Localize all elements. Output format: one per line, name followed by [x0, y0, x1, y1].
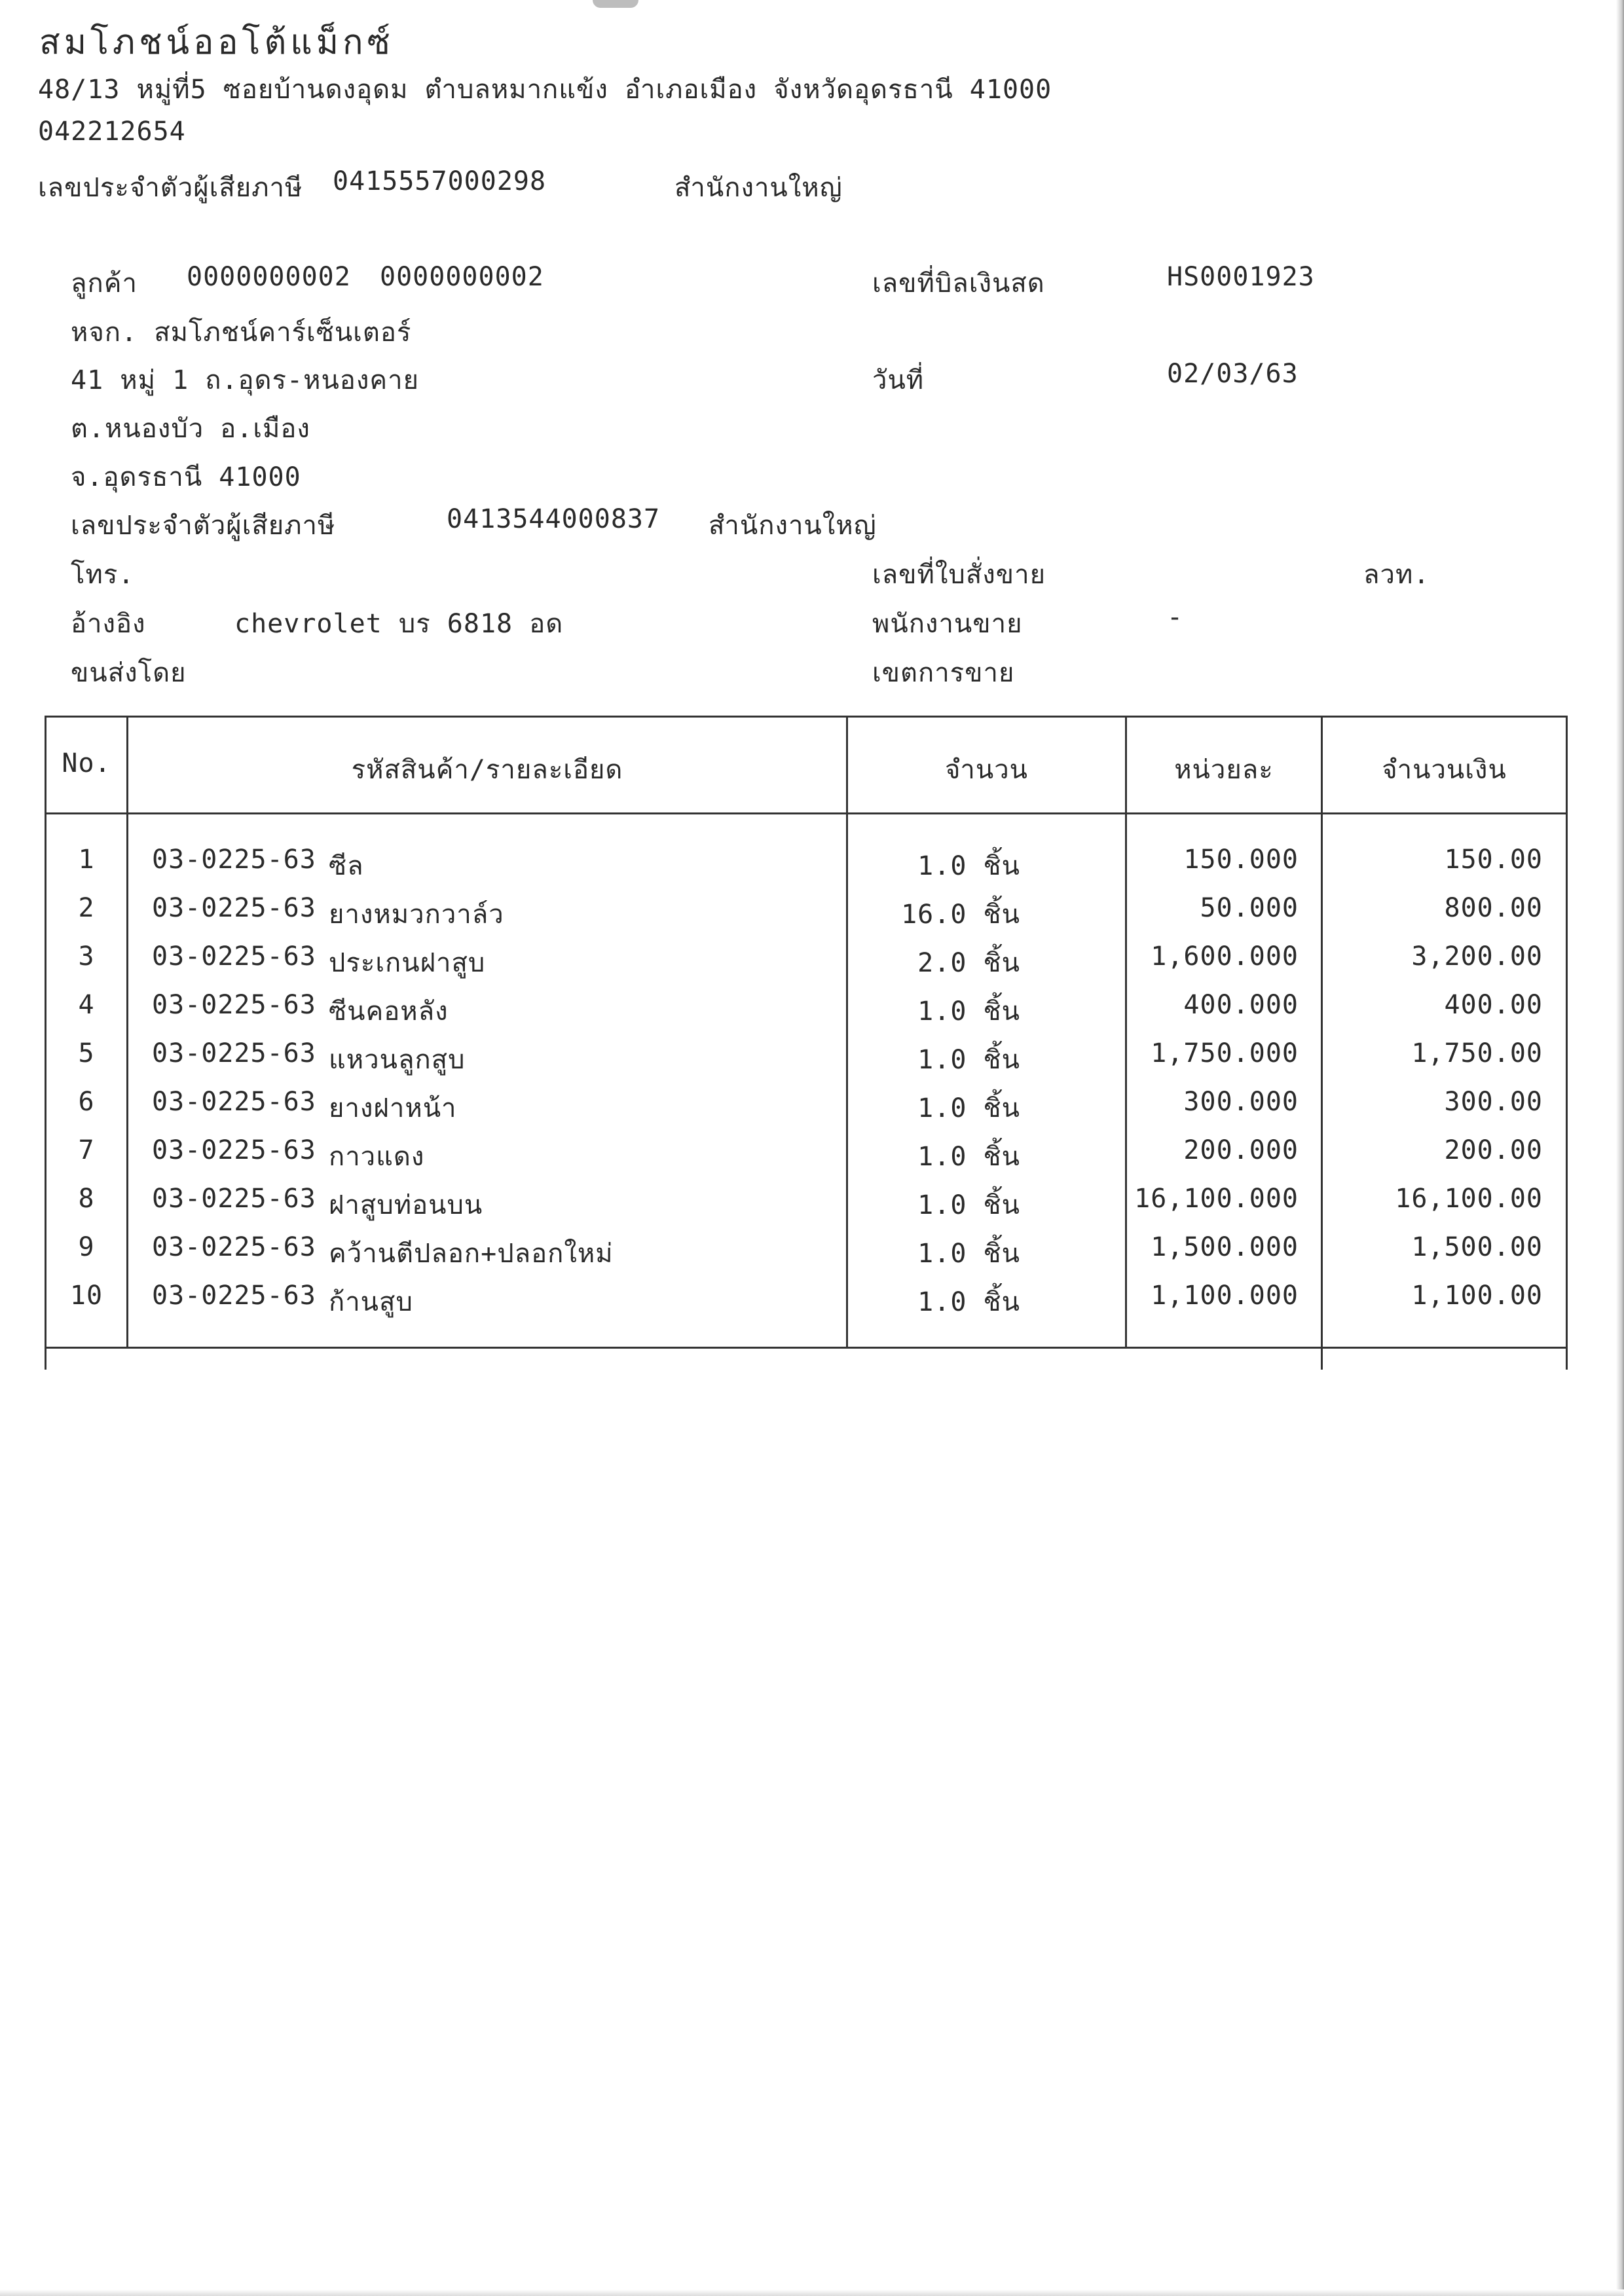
row-unit-price: 400.000	[1183, 990, 1299, 1020]
row-no: 10	[69, 1281, 103, 1311]
row-no: 3	[78, 941, 95, 972]
table-row	[0, 941, 1624, 990]
bill-sales-label: พนักงานขาย	[872, 609, 1023, 639]
header-amount: จำนวนเงิน	[1382, 755, 1507, 785]
row-amount: 400.00	[1444, 990, 1543, 1020]
scan-mark	[593, 0, 638, 8]
row-desc: ก้านสูบ	[329, 1287, 413, 1317]
table-row	[0, 1135, 1624, 1184]
row-no: 1	[78, 845, 95, 875]
company-name: สมโภชน์ออโต้แม็กซ์	[39, 23, 394, 62]
bill-date-label: วันที่	[872, 365, 925, 395]
customer-tax-id: 0413544000837	[447, 504, 661, 534]
header-description: รหัสสินค้า/รายละเอียด	[351, 755, 623, 785]
row-unit-price: 1,750.000	[1151, 1038, 1299, 1068]
bill-no-label: เลขที่บิลเงินสด	[872, 268, 1045, 299]
row-unit-price: 1,600.000	[1151, 941, 1299, 972]
row-code: 03-0225-63	[152, 941, 316, 972]
company-phone: 042212654	[38, 117, 186, 147]
row-qty: 16.0 ชิ้น	[901, 900, 1020, 930]
table-border-top	[45, 716, 1568, 718]
customer-ship-label: ขนส่งโดย	[71, 658, 187, 688]
table-row	[0, 1087, 1624, 1135]
row-qty: 1.0 ชิ้น	[917, 1093, 1020, 1123]
row-no: 9	[78, 1232, 95, 1262]
row-desc: แหวนลูกสูบ	[329, 1045, 466, 1075]
table-row	[0, 1232, 1624, 1281]
row-qty: 1.0 ชิ้น	[917, 996, 1020, 1027]
row-no: 6	[78, 1087, 95, 1117]
customer-ref-label: อ้างอิง	[71, 609, 146, 639]
row-desc: กาวแดง	[329, 1142, 425, 1172]
company-tax-id: 0415557000298	[333, 166, 547, 196]
customer-name: หจก. สมโภชน์คาร์เซ็นเตอร์	[71, 318, 412, 348]
row-qty: 1.0 ชิ้น	[917, 851, 1020, 881]
row-amount: 800.00	[1444, 893, 1543, 923]
row-amount: 1,750.00	[1411, 1038, 1543, 1068]
customer-label: ลูกค้า	[71, 268, 138, 299]
row-code: 03-0225-63	[152, 990, 316, 1020]
customer-branch: สำนักงานใหญ่	[709, 511, 877, 541]
row-code: 03-0225-63	[152, 845, 316, 875]
row-desc: ซีล	[329, 851, 364, 881]
customer-code-2: 0000000002	[380, 262, 544, 292]
row-code: 03-0225-63	[152, 1281, 316, 1311]
bill-area-label: เขตการขาย	[872, 658, 1015, 688]
row-unit-price: 1,100.000	[1151, 1281, 1299, 1311]
table-row	[0, 845, 1624, 893]
row-qty: 2.0 ชิ้น	[917, 948, 1020, 978]
row-amount: 150.00	[1444, 845, 1543, 875]
row-unit-price: 1,500.000	[1151, 1232, 1299, 1262]
row-desc: ยางหมวกวาล์ว	[329, 900, 504, 930]
customer-address-3: จ.อุดรธานี 41000	[71, 462, 301, 492]
customer-ref-value: chevrolet บร 6818 อด	[234, 609, 564, 639]
row-amount: 3,200.00	[1411, 941, 1543, 972]
row-desc: ประเกนฝาสูบ	[329, 948, 486, 978]
customer-code-1: 0000000002	[187, 262, 351, 292]
row-code: 03-0225-63	[152, 1232, 316, 1262]
row-unit-price: 50.000	[1200, 893, 1299, 923]
scan-edge-right	[1616, 0, 1624, 2296]
bill-order-label: เลขที่ใบสั่งขาย	[872, 560, 1046, 590]
row-code: 03-0225-63	[152, 1135, 316, 1165]
row-desc: คว้านตีปลอก+ปลอกใหม่	[329, 1239, 614, 1269]
row-desc: ฝาสูบท่อนบน	[329, 1190, 483, 1220]
bill-date-value: 02/03/63	[1167, 359, 1299, 389]
company-tax-label: เลขประจำตัวผู้เสียภาษี	[38, 173, 303, 203]
row-code: 03-0225-63	[152, 1038, 316, 1068]
table-row	[0, 990, 1624, 1038]
table-row	[0, 893, 1624, 941]
row-amount: 1,100.00	[1411, 1281, 1543, 1311]
row-qty: 1.0 ชิ้น	[917, 1142, 1020, 1172]
customer-address-1: 41 หมู่ 1 ถ.อุดร-หนองคาย	[71, 365, 420, 395]
row-no: 4	[78, 990, 95, 1020]
row-code: 03-0225-63	[152, 1184, 316, 1214]
row-no: 5	[78, 1038, 95, 1068]
row-unit-price: 16,100.000	[1134, 1184, 1299, 1214]
row-desc: ยางฝาหน้า	[329, 1093, 457, 1123]
bill-no-value: HS0001923	[1167, 262, 1315, 292]
scan-edge-bottom	[0, 2289, 1624, 2296]
row-unit-price: 200.000	[1183, 1135, 1299, 1165]
row-amount: 1,500.00	[1411, 1232, 1543, 1262]
row-unit-price: 150.000	[1183, 845, 1299, 875]
table-row	[0, 1281, 1624, 1329]
row-amount: 300.00	[1444, 1087, 1543, 1117]
row-no: 8	[78, 1184, 95, 1214]
row-desc: ซีนคอหลัง	[329, 996, 449, 1027]
row-no: 7	[78, 1135, 95, 1165]
table-header-divider	[45, 812, 1568, 814]
row-qty: 1.0 ชิ้น	[917, 1287, 1020, 1317]
table-body-divider	[45, 1347, 1568, 1349]
row-code: 03-0225-63	[152, 893, 316, 923]
table-row	[0, 1038, 1624, 1087]
row-qty: 1.0 ชิ้น	[917, 1190, 1020, 1220]
customer-tax-label: เลขประจำตัวผู้เสียภาษี	[71, 511, 336, 541]
company-address: 48/13 หมู่ที่5 ซอยบ้านดงอุดม ตำบลหมากแข้ง อำเภอเมือง จังหวัดอุดรธานี 41000	[38, 75, 1052, 105]
customer-phone-label: โทร.	[71, 560, 135, 590]
row-unit-price: 300.000	[1183, 1087, 1299, 1117]
header-unit-price: หน่วยละ	[1174, 755, 1274, 785]
customer-address-2: ต.หนองบัว อ.เมือง	[71, 414, 310, 444]
row-qty: 1.0 ชิ้น	[917, 1239, 1020, 1269]
bill-order-suffix: ลวท.	[1363, 560, 1430, 590]
table-row	[0, 1184, 1624, 1232]
bill-sales-value: -	[1167, 602, 1184, 632]
row-code: 03-0225-63	[152, 1087, 316, 1117]
row-amount: 16,100.00	[1395, 1184, 1543, 1214]
header-no: No.	[62, 748, 111, 778]
row-amount: 200.00	[1444, 1135, 1543, 1165]
company-branch: สำนักงานใหญ่	[674, 173, 843, 203]
row-no: 2	[78, 893, 95, 923]
row-qty: 1.0 ชิ้น	[917, 1045, 1020, 1075]
header-quantity: จำนวน	[944, 755, 1029, 785]
